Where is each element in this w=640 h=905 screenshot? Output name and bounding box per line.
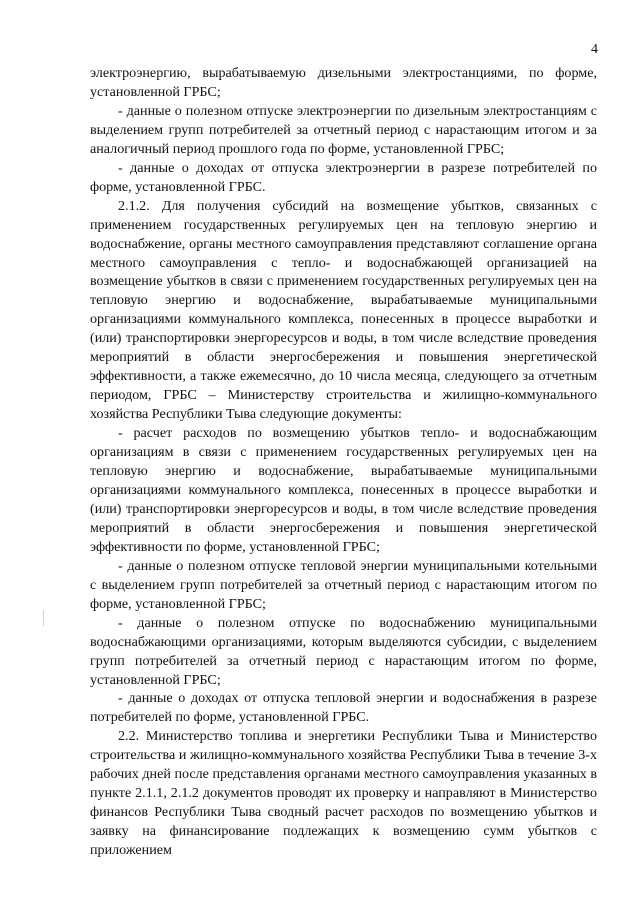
- document-body: [90, 64, 597, 860]
- list-item-income-electricity: - данные о доходах от отпуска электроэнергии в разрезе потребителей по форме, установленной ГРБС.: [90, 159, 597, 195]
- page-number: 4: [591, 42, 598, 57]
- paragraph-continuation: электроэнергию, вырабатываемую дизельными электростанциями, по форме, установленной ГРБС;: [90, 65, 597, 100]
- list-item-cost-calculation: - расчет расходов по возмещению убытков тепло- и водоснабжающим организациям в связи с применением государственных регулируемых цен на тепловую энергию и водоснабжение, вырабатываемые муниципальными организациями коммунального комплекса, понесенных в процессе выработки и (или) транспортировки энергоресурсов и воды, в том числе вследствие проведения мероприятий в области энергосбережения и повышения энергетической эффективности по форме, установленной ГРБС;: [90, 425, 597, 555]
- clause-2-1-2: 2.1.2. Для получения субсидий на возмещение убытков, связанных с применением государственных регулируемых цен на тепловую энергию и водоснабжение, органы местного самоуправления представляют соглашение органа местного самоуправления с тепло- и водоснабжающей организацией на возмещение убытков в связи с применением государственных регулируемых цен на тепловую энергию и водоснабжение, вырабатываемые муниципальными организациями коммунального комплекса, понесенных в процессе выработки и (или) транспортировки энергоресурсов и воды, в том числе вследствие проведения мероприятий в области энергосбережения и повышения энергетической эффективности, а также ежемесячно, до 10 числа месяца, следующего за отчетным периодом, ГРБС – Министерству строительства и жилищно-коммунального хозяйства Республики Тыва следующие документы:: [90, 197, 597, 423]
- list-item-useful-output-water: - данные о полезном отпуске по водоснабжению муниципальными водоснабжающими организациями, которым выделяются субсидии, с выделением групп потребителей за отчетный период с нарастающим итогом по форме, установленной ГРБС;: [90, 614, 597, 688]
- list-item-useful-output-heat: - данные о полезном отпуске тепловой энергии муниципальными котельными с выделением групп потребителей за отчетный период с нарастающим итогом по форме, установленной ГРБС;: [90, 557, 597, 612]
- list-item-income-heat-water: - данные о доходах от отпуска тепловой энергии и водоснабжения в разрезе потребителей по форме, установленной ГРБС.: [90, 690, 597, 726]
- clause-2-2: 2.2. Министерство топлива и энергетики Республики Тыва и Министерство строительства и жилищно-коммунального хозяйства Республики Тыва в течение 3-х рабочих дней после представления органами местного самоуправления указанных в пункте 2.1.1, 2.1.2 документов проводят их проверку и направляют в Министерство финансов Республики Тыва сводный расчет расходов по возмещению убытков и заявку на финансирование подлежащих к возмещению сумм убытков с приложением: [90, 728, 597, 859]
- list-item-useful-output-electricity: - данные о полезном отпуске электроэнергии по дизельным электростанциям с выделением групп потребителей за отчетный период с нарастающим итогом и за аналогичный период прошлого года по форме, установленной ГРБС;: [90, 102, 597, 157]
- margin-mark: [43, 610, 44, 626]
